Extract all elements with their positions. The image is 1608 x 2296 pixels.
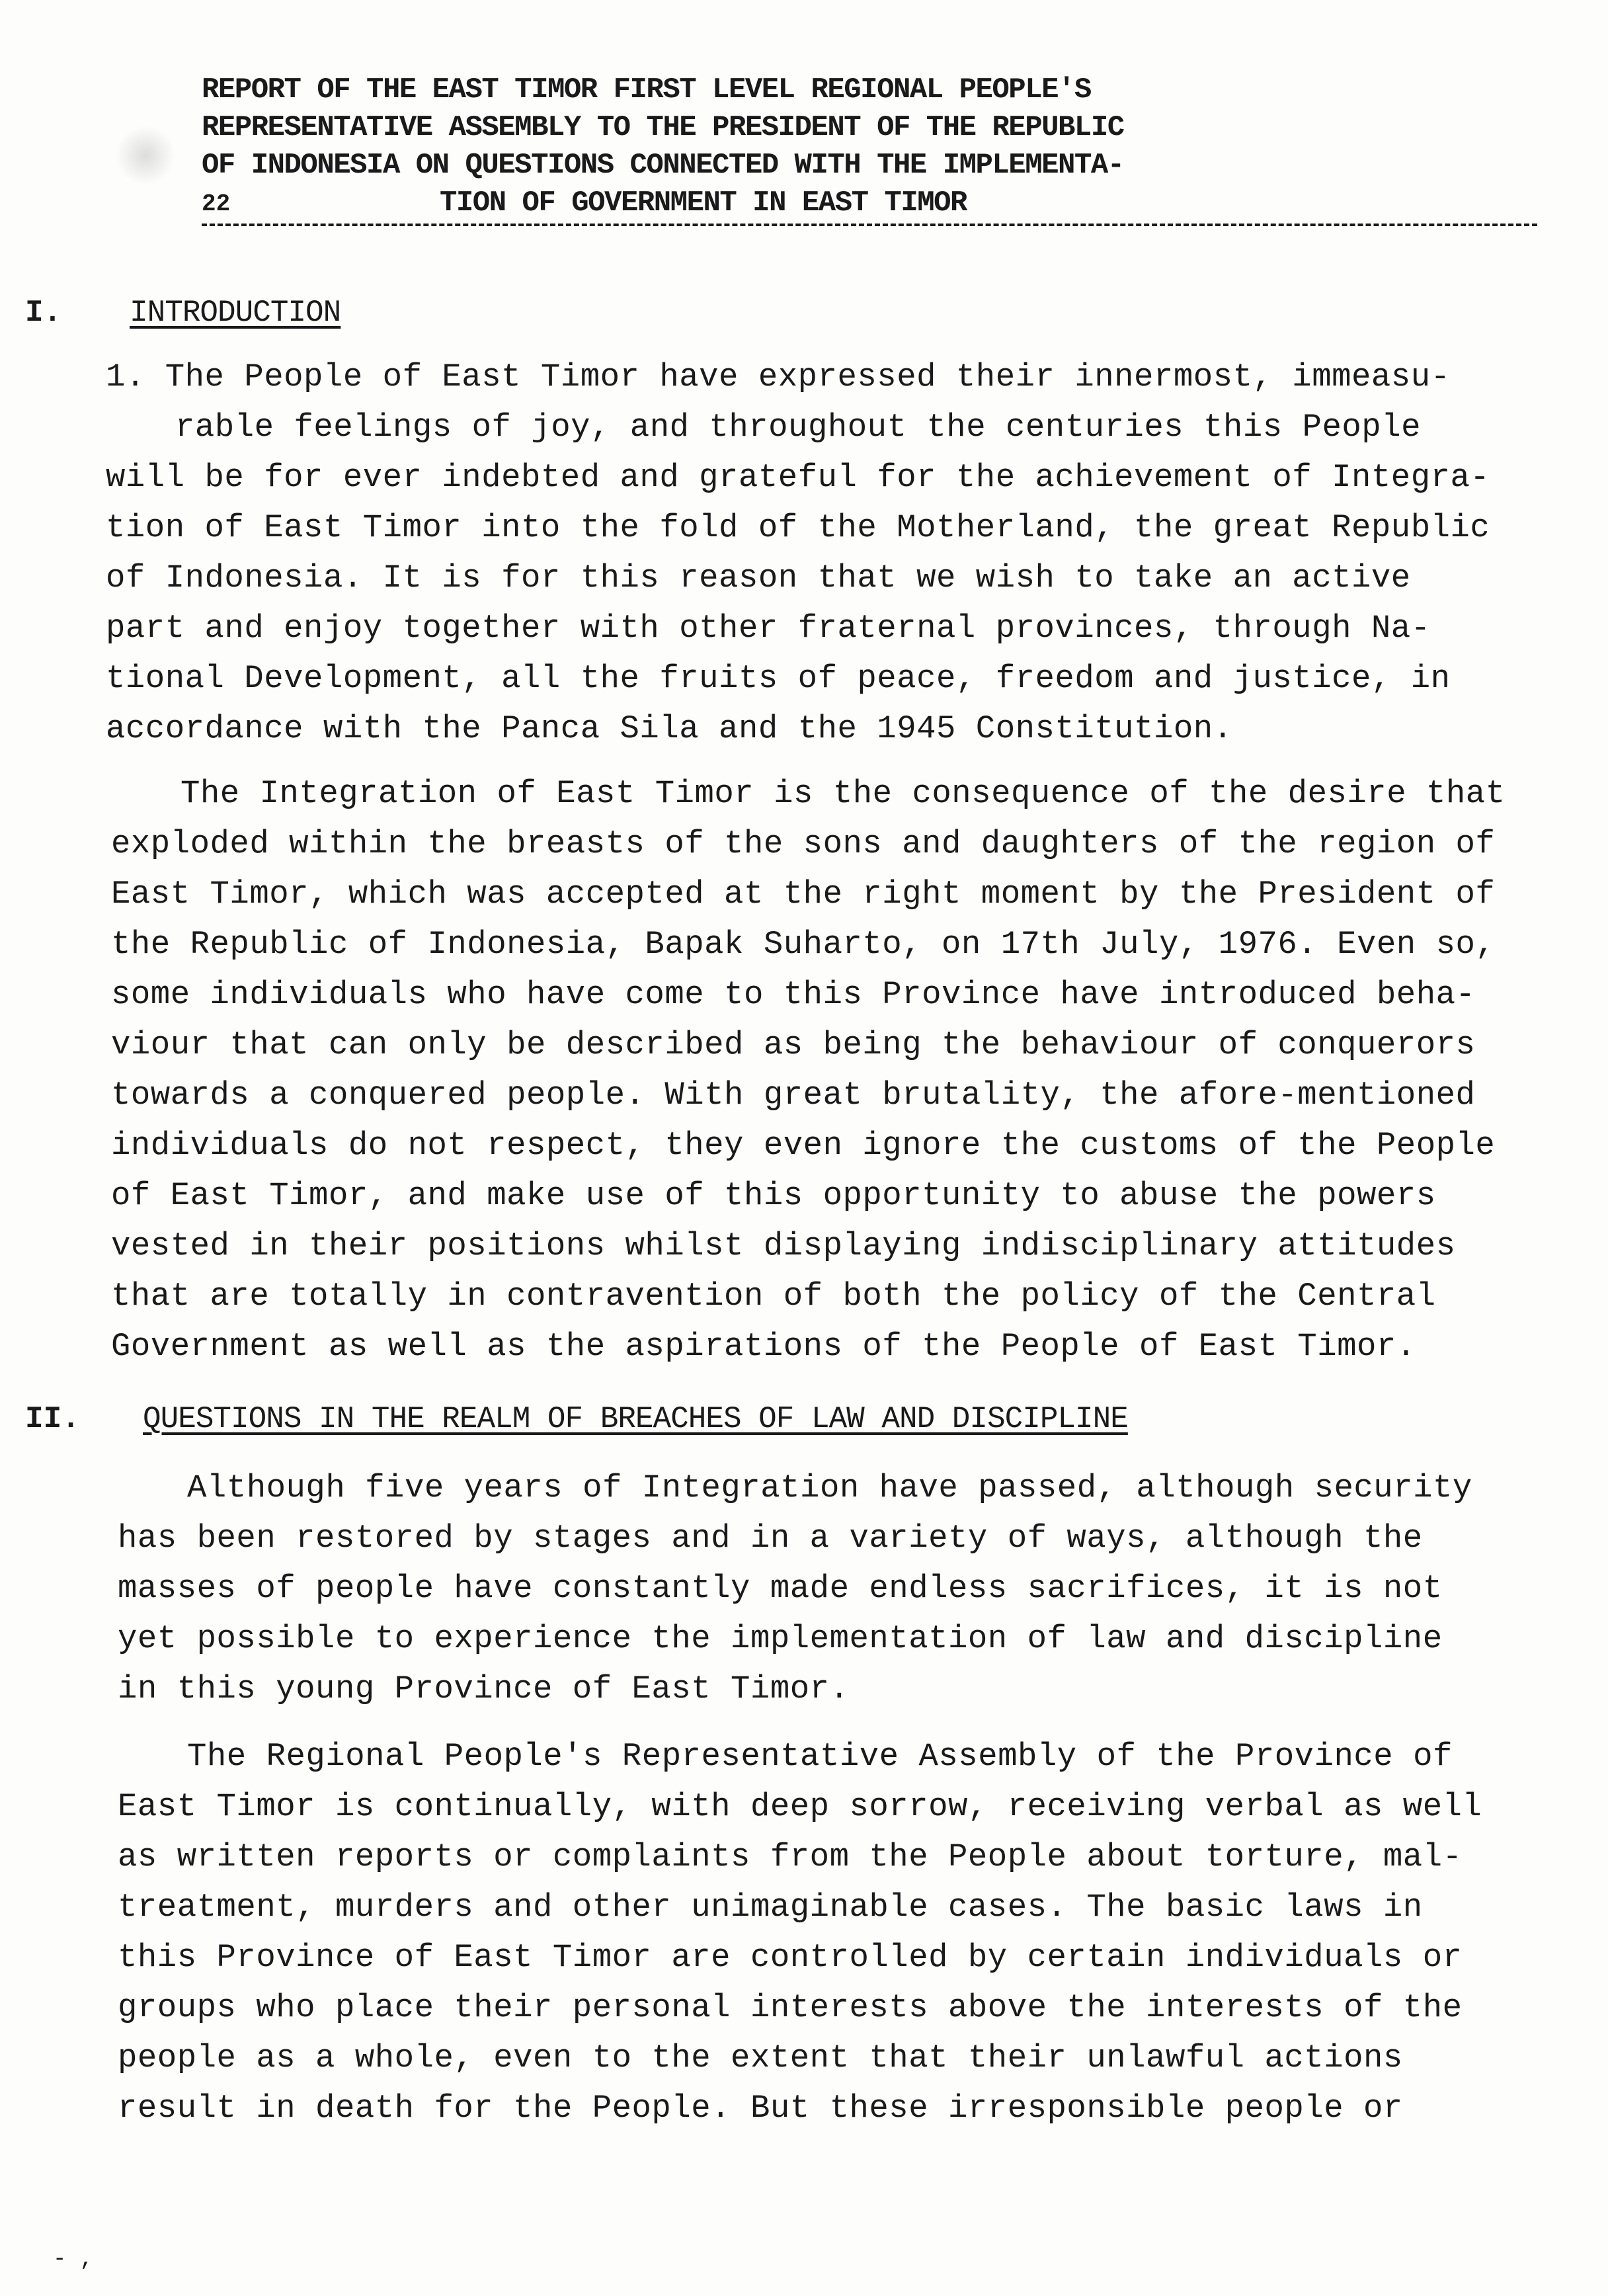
text-line: exploded within the breasts of the sons and daughters of the region of xyxy=(111,825,1496,862)
section-number: II. xyxy=(25,1402,80,1436)
text-line: towards a conquered people. With great brutality, the afore-mentioned xyxy=(111,1077,1476,1114)
paragraph-intro-1 xyxy=(106,352,1490,754)
paragraph-intro-2 xyxy=(111,768,1506,1372)
section-title: INTRODUCTION xyxy=(130,296,341,330)
text-line: groups who place their personal interests above the interests of the xyxy=(118,1989,1463,2026)
section-heading-breaches xyxy=(25,1402,1128,1436)
title-line-1: REPORT OF THE EAST TIMOR FIRST LEVEL REGIONAL PEOPLE'S xyxy=(202,73,1091,106)
report-title xyxy=(202,71,1359,226)
text-line: East Timor, which was accepted at the right moment by the President of xyxy=(111,876,1496,913)
text-line: 1. The People of East Timor have expressed their innermost, immeasu- xyxy=(106,358,1451,395)
text-line: tional Development, all the fruits of peace, freedom and justice, in xyxy=(106,660,1451,697)
title-line-4: TION OF GOVERNMENT IN EAST TIMOR xyxy=(202,184,1537,226)
paragraph-breaches-2 xyxy=(118,1731,1482,2133)
text-line: East Timor is continually, with deep sorrow, receiving verbal as well xyxy=(118,1788,1482,1825)
text-line: viour that can only be described as being the behaviour of conquerors xyxy=(111,1026,1476,1063)
text-line: masses of people have constantly made endless sacrifices, it is not xyxy=(118,1570,1443,1607)
scan-speck xyxy=(116,126,175,185)
text-line: this Province of East Timor are controlled by certain individuals or xyxy=(118,1939,1463,1976)
text-line: has been restored by stages and in a variety of ways, although the xyxy=(118,1520,1423,1557)
text-line: of East Timor, and make use of this opportunity to abuse the powers xyxy=(111,1177,1436,1214)
title-line-3: OF INDONESIA ON QUESTIONS CONNECTED WITH THE IMPLEMENTA- xyxy=(202,149,1124,182)
text-line: that are totally in contravention of both the policy of the Central xyxy=(111,1278,1436,1315)
text-line: Government as well as the aspirations of the People of East Timor. xyxy=(111,1328,1416,1365)
text-line: rable feelings of joy, and throughout the centuries this People xyxy=(175,409,1422,446)
text-line: tion of East Timor into the fold of the Motherland, the great Republic xyxy=(106,509,1490,546)
text-line: The Integration of East Timor is the consequence of the desire that xyxy=(181,775,1506,812)
text-line: vested in their positions whilst displaying indisciplinary attitudes xyxy=(111,1227,1456,1264)
text-line: as written reports or complaints from the People about torture, mal- xyxy=(118,1838,1463,1875)
text-line: some individuals who have come to this Province have introduced beha- xyxy=(111,976,1476,1013)
text-line: Although five years of Integration have passed, although security xyxy=(187,1469,1472,1506)
text-line: result in death for the People. But these irresponsible people or xyxy=(118,2090,1403,2127)
text-line: individuals do not respect, they even ignore the customs of the People xyxy=(111,1127,1496,1164)
page-number: 22 xyxy=(202,190,231,218)
text-line: yet possible to experience the implementation of law and discipline xyxy=(118,1620,1443,1657)
text-line: part and enjoy together with other fraternal provinces, through Na- xyxy=(106,610,1431,647)
text-line: the Republic of Indonesia, Bapak Suharto, on 17th July, 1976. Even so, xyxy=(111,926,1496,963)
text-line: of Indonesia. It is for this reason that we wish to take an active xyxy=(106,559,1411,596)
text-line: people as a whole, even to the extent that their unlawful actions xyxy=(118,2039,1403,2076)
title-line-2: REPRESENTATIVE ASSEMBLY TO THE PRESIDENT OF THE REPUBLIC xyxy=(202,111,1124,144)
text-line: in this young Province of East Timor. xyxy=(118,1670,850,1707)
section-number: I. xyxy=(25,296,62,330)
section-heading-introduction xyxy=(25,296,341,330)
paragraph-breaches-1 xyxy=(118,1463,1472,1714)
text-line: treatment, murders and other unimaginable cases. The basic laws in xyxy=(118,1889,1423,1926)
margin-marks: - , xyxy=(53,2247,94,2272)
text-line: will be for ever indebted and grateful for the achievement of Integra- xyxy=(106,459,1490,496)
text-line: The Regional People's Representative Assembly of the Province of xyxy=(187,1738,1453,1775)
text-line: accordance with the Panca Sila and the 1945 Constitution. xyxy=(106,710,1233,747)
section-title: QUESTIONS IN THE REALM OF BREACHES OF LAW AND DISCIPLINE xyxy=(143,1402,1128,1436)
